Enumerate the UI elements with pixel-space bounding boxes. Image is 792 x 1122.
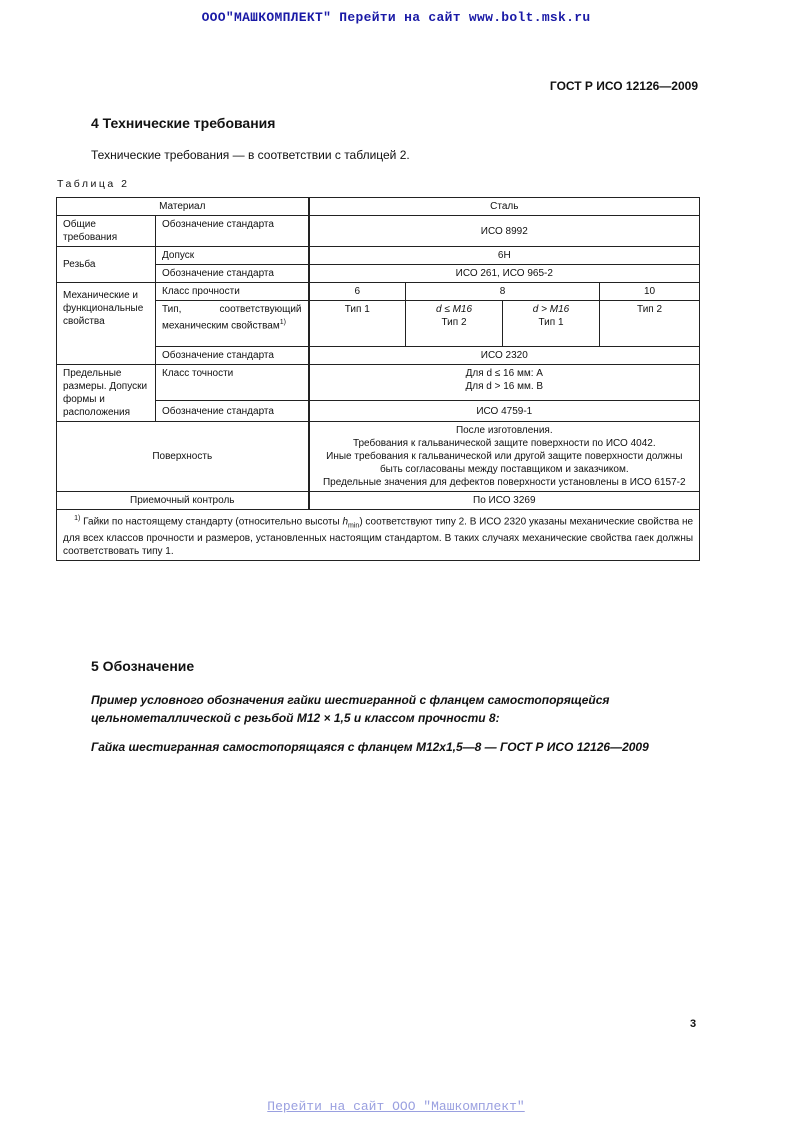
table-row (57, 283, 700, 301)
section-4-title: 4 Технические требования (91, 115, 276, 131)
requirements-table (56, 197, 700, 561)
table-row (57, 510, 700, 561)
table-row (57, 365, 700, 401)
surface-label: Поверхность (57, 422, 309, 492)
thread-standard-value: ИСО 261, ИСО 965-2 (309, 265, 700, 283)
type-label: Тип, соответствующий механическим свойствам$^{1)}$ (156, 301, 309, 347)
document-code: ГОСТ Р ИСО 12126—2009 (549, 79, 698, 93)
table-row (57, 492, 700, 510)
mechanical-properties-label: Механические и функциональные свойства (57, 283, 156, 365)
standard-designation-label: Обозначение стандарта (156, 265, 309, 283)
tolerance-value: 6H (309, 247, 700, 265)
standard-designation-label: Обозначение стандарта (156, 347, 309, 365)
tolerance-label: Допуск (156, 247, 309, 265)
strength-class-10: 10 (600, 283, 700, 301)
top-site-link[interactable]: ООО"МАШКОМПЛЕКТ" Перейти на сайт www.bolt.msk.ru (201, 10, 591, 25)
standard-designation-label: Обозначение стандарта (156, 216, 309, 247)
section-4-text: Технические требования — в соответствии с таблицей 2. (91, 148, 410, 162)
material-label: Материал (57, 198, 309, 216)
section-5-title: 5 Обозначение (91, 658, 195, 674)
designation-line: Гайка шестигранная самостопорящаяся с фланцем M12x1,5—8 — ГОСТ Р ИСО 12126—2009 (91, 740, 649, 754)
accuracy-class-value: Для d ≤ 16 мм: A Для d > 16 мм. B (309, 365, 700, 401)
surface-value: После изготовления. Требования к гальванической защите поверхности по ИСО 4042. Иные требования к гальванической или другой защите поверхности должны быть согласованы между поставщиком и заказчиком. Предельные значения для дефектов поверхности установлены в ИСО 6157-2 (309, 422, 700, 492)
strength-class-6: 6 (309, 283, 406, 301)
general-standard-value: ИСО 8992 (309, 216, 700, 247)
accuracy-class-label: Класс точности (156, 365, 309, 401)
type-class-6: Тип 1 (309, 301, 406, 347)
limits-standard-value: ИСО 4759-1 (309, 401, 700, 422)
limits-label: Предельные размеры. Допуски формы и расположения (57, 365, 156, 422)
strength-class-8: 8 (406, 283, 600, 301)
acceptance-value: По ИСО 3269 (309, 492, 700, 510)
table-footnote: $^{1)}$ Гайки по настоящему стандарту (относительно высоты $h_{min}$) соответствуют типу 2. В ИСО 2320 указаны механические свойства не для всех классов прочности и размеров, установленных настоящим стандартом. В таких случаях механические свойства гаек должны соответствовать типу 1. (57, 510, 700, 561)
table-row (57, 422, 700, 492)
table-row (57, 198, 700, 216)
strength-class-label: Класс прочности (156, 283, 309, 301)
bottom-site-link[interactable]: Перейти на сайт ООО "Машкомплект" (267, 1099, 525, 1114)
thread-label: Резьба (57, 247, 156, 283)
page-number: 3 (690, 1018, 697, 1030)
acceptance-label: Приемочный контроль (57, 492, 309, 510)
table-row (57, 216, 700, 247)
standard-designation-label: Обозначение стандарта (156, 401, 309, 422)
type-class-10: Тип 2 (600, 301, 700, 347)
material-value: Сталь (309, 198, 700, 216)
type-class-8-small: d ≤ M16 Тип 2 (406, 301, 503, 347)
type-class-8-large: d > M16 Тип 1 (503, 301, 600, 347)
mechanical-standard-value: ИСО 2320 (309, 347, 700, 365)
table-caption: Таблица 2 (57, 178, 130, 190)
designation-example-text: Пример условного обозначения гайки шестигранной с фланцем самостопорящейся цельнометаллической с резьбой M12 × 1,5 и классом прочности 8: (91, 693, 610, 725)
general-requirements-label: Общие требования (57, 216, 156, 247)
table-row (57, 247, 700, 265)
